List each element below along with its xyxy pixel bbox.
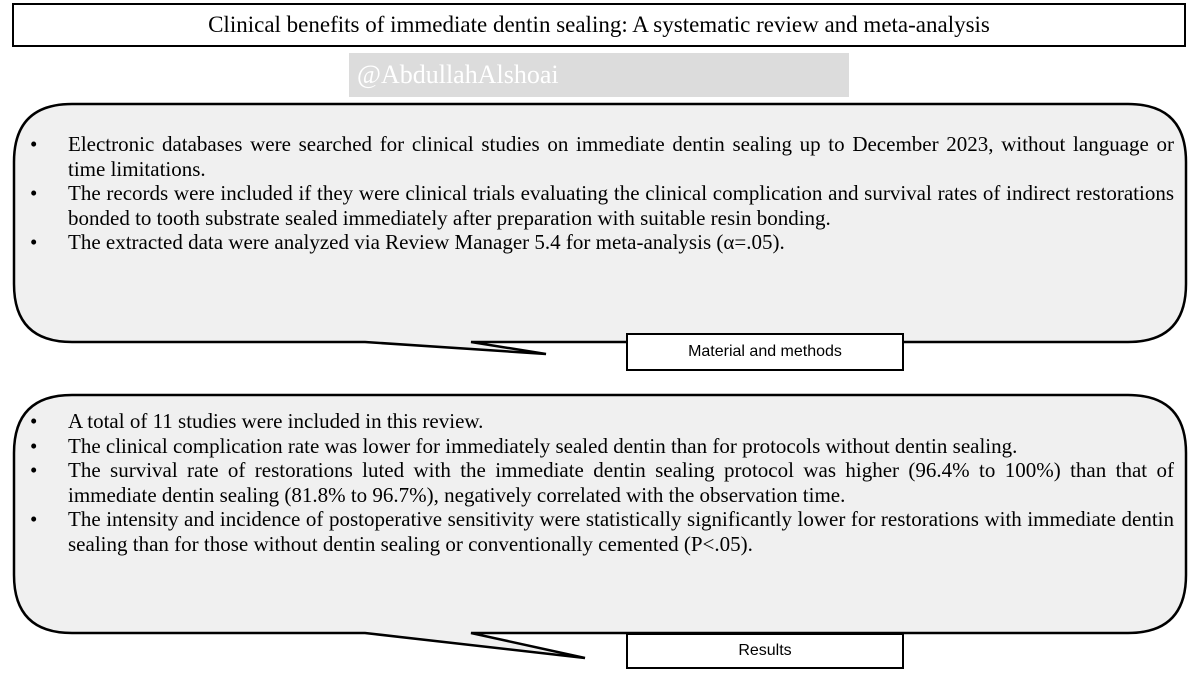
methods-section-label: Material and methods <box>626 333 904 371</box>
bullet-icon: • <box>30 507 38 531</box>
document-title: Clinical benefits of immediate dentin sealing: A systematic review and meta-analysis <box>12 3 1186 47</box>
results-bullet-list <box>30 409 1174 556</box>
bullet-icon: • <box>30 409 38 433</box>
list-item: • The extracted data were analyzed via Review Manager 5.4 for meta-analysis (α=.05). <box>30 230 785 254</box>
results-section-label: Results <box>626 633 904 669</box>
list-item: • The clinical complication rate was lower for immediately sealed dentin than for protocols without dentin sealing. <box>30 433 1018 458</box>
bullet-icon: • <box>30 181 38 205</box>
list-item: • The records were included if they were clinical trials evaluating the clinical complication and survival rates of indirect restorations bonded to tooth substrate sealed immediately after preparation with suitable resin bonding. <box>30 181 1174 230</box>
bullet-icon: • <box>30 132 38 156</box>
list-item: • Electronic databases were searched for clinical studies on immediate dentin sealing up to December 2023, without language or time limitations. <box>30 132 1174 181</box>
bullet-icon: • <box>30 230 38 254</box>
bullet-icon: • <box>30 433 38 458</box>
methods-content <box>30 132 1174 255</box>
list-item: • The intensity and incidence of postoperative sensitivity were statistically significantly lower for restorations with immediate dentin sealing than for those without dentin sealing or conventionally cemented (P<.05). <box>30 507 1174 556</box>
list-item: • The survival rate of restorations luted with the immediate dentin sealing protocol was higher (96.4% to 100%) than that of immediate dentin sealing (81.8% to 96.7%), negatively correlated with the observation time. <box>30 458 1174 507</box>
methods-bullet-list <box>30 132 1174 255</box>
list-item: • A total of 11 studies were included in this review. <box>30 409 484 433</box>
author-watermark: @AbdullahAlshoai <box>349 53 849 97</box>
bullet-icon: • <box>30 458 38 482</box>
results-content <box>30 409 1174 556</box>
